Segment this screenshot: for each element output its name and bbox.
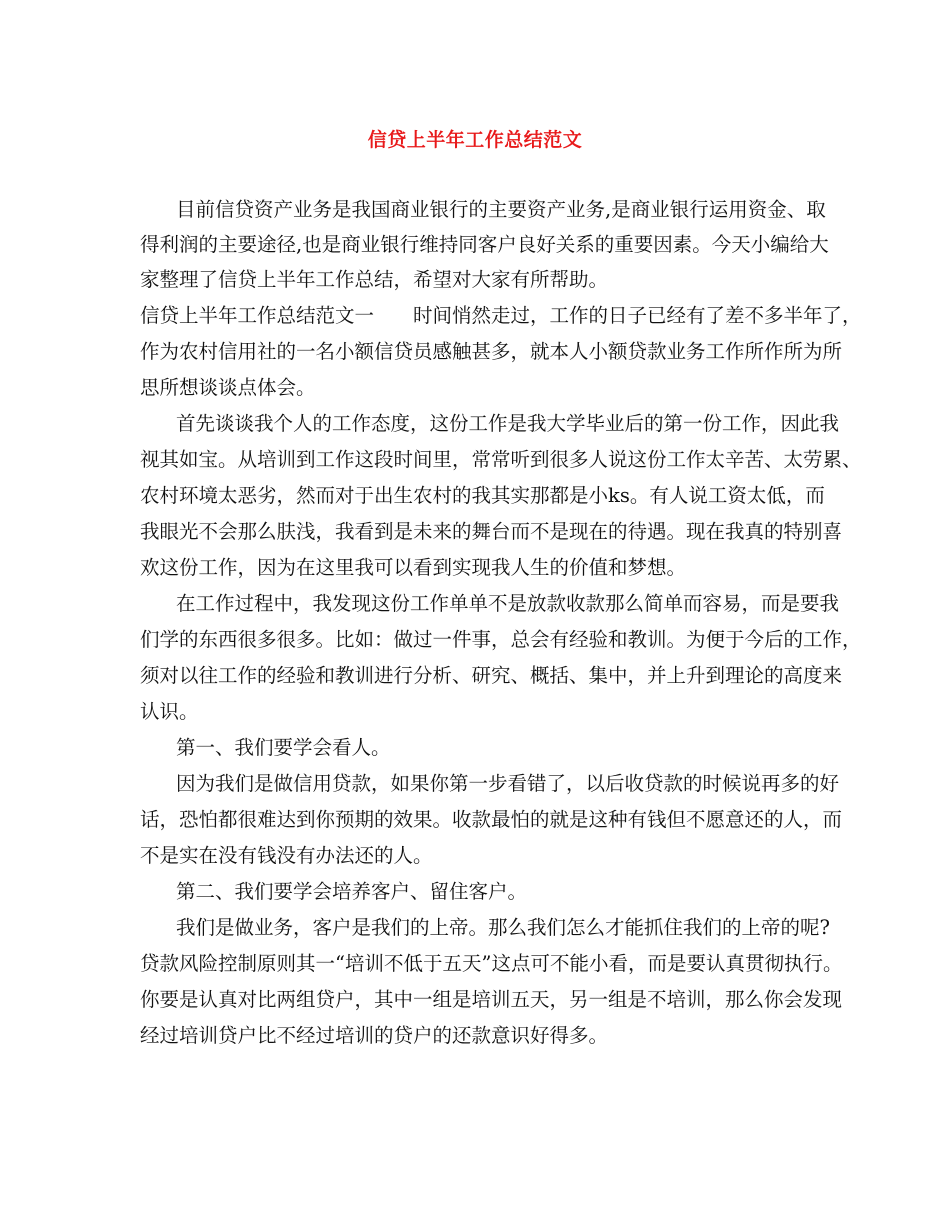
text-line: 我们是做业务，客户是我们的上帝。那么我们怎么才能抓住我们的上帝的呢? — [176, 916, 830, 939]
text-line: 欢这份工作，因为在这里我可以看到实现我人生的价值和梦想。 — [140, 556, 687, 579]
text-line: 得利润的主要途径,也是商业银行维持同客户良好关系的重要因素。今天小编给大 — [140, 233, 829, 256]
text-line: 家整理了信贷上半年工作总结，希望对大家有所帮助。 — [140, 268, 609, 291]
text-line: 话，恐怕都很难达到你预期的效果。收款最怕的就是这种有钱但不愿意还的人，而 — [140, 808, 843, 831]
text-line: 在工作过程中，我发现这份工作单单不是放款收款那么简单而容易，而是要我 — [176, 592, 840, 615]
text-line: 贷款风险控制原则其一“培训不低于五天”这点可不能小看，而是要认真贯彻执行。 — [140, 952, 843, 975]
text-line: 因为我们是做信用贷款，如果你第一步看错了，以后收贷款的时候说再多的好 — [176, 772, 840, 795]
text-line: 农村环境太恶劣，然而对于出生农村的我其实那都是小ks。有人说工资太低，而 — [140, 484, 825, 507]
text-line: 经过培训贷户比不经过培训的贷户的还款意识好得多。 — [140, 1024, 609, 1047]
text-line: 作为农村信用社的一名小额信贷员感触甚多，就本人小额贷款业务工作所作所为所 — [140, 340, 843, 363]
text-line: 们学的东西很多很多。比如：做过一件事，总会有经验和教训。为便于今后的工作， — [140, 628, 862, 651]
text-line: 视其如宝。从培训到工作这段时间里，常常听到很多人说这份工作太辛苦、太劳累、 — [140, 448, 862, 471]
text-line: 不是实在没有钱没有办法还的人。 — [140, 844, 433, 867]
text-line: 第二、我们要学会培养客户、留住客户。 — [176, 880, 528, 903]
text-line: 信贷上半年工作总结范文一 时间悄然走过，工作的日子已经有了差不多半年了， — [140, 304, 862, 327]
text-line: 第一、我们要学会看人。 — [176, 736, 391, 759]
text-line: 目前信贷资产业务是我国商业银行的主要资产业务,是商业银行运用资金、取 — [176, 198, 826, 221]
text-line: 思所想谈谈点体会。 — [140, 376, 316, 399]
text-line: 认识。 — [140, 700, 199, 723]
text-line: 我眼光不会那么肤浅，我看到是未来的舞台而不是现在的待遇。现在我真的特别喜 — [140, 520, 843, 543]
document-title: 信贷上半年工作总结范文 — [367, 129, 583, 151]
text-line: 首先谈谈我个人的工作态度，这份工作是我大学毕业后的第一份工作，因此我 — [176, 412, 840, 435]
text-line: 你要是认真对比两组贷户，其中一组是培训五天，另一组是不培训，那么你会发现 — [140, 988, 843, 1011]
text-line: 须对以往工作的经验和教训进行分析、研究、概括、集中，并上升到理论的高度来 — [140, 664, 843, 687]
